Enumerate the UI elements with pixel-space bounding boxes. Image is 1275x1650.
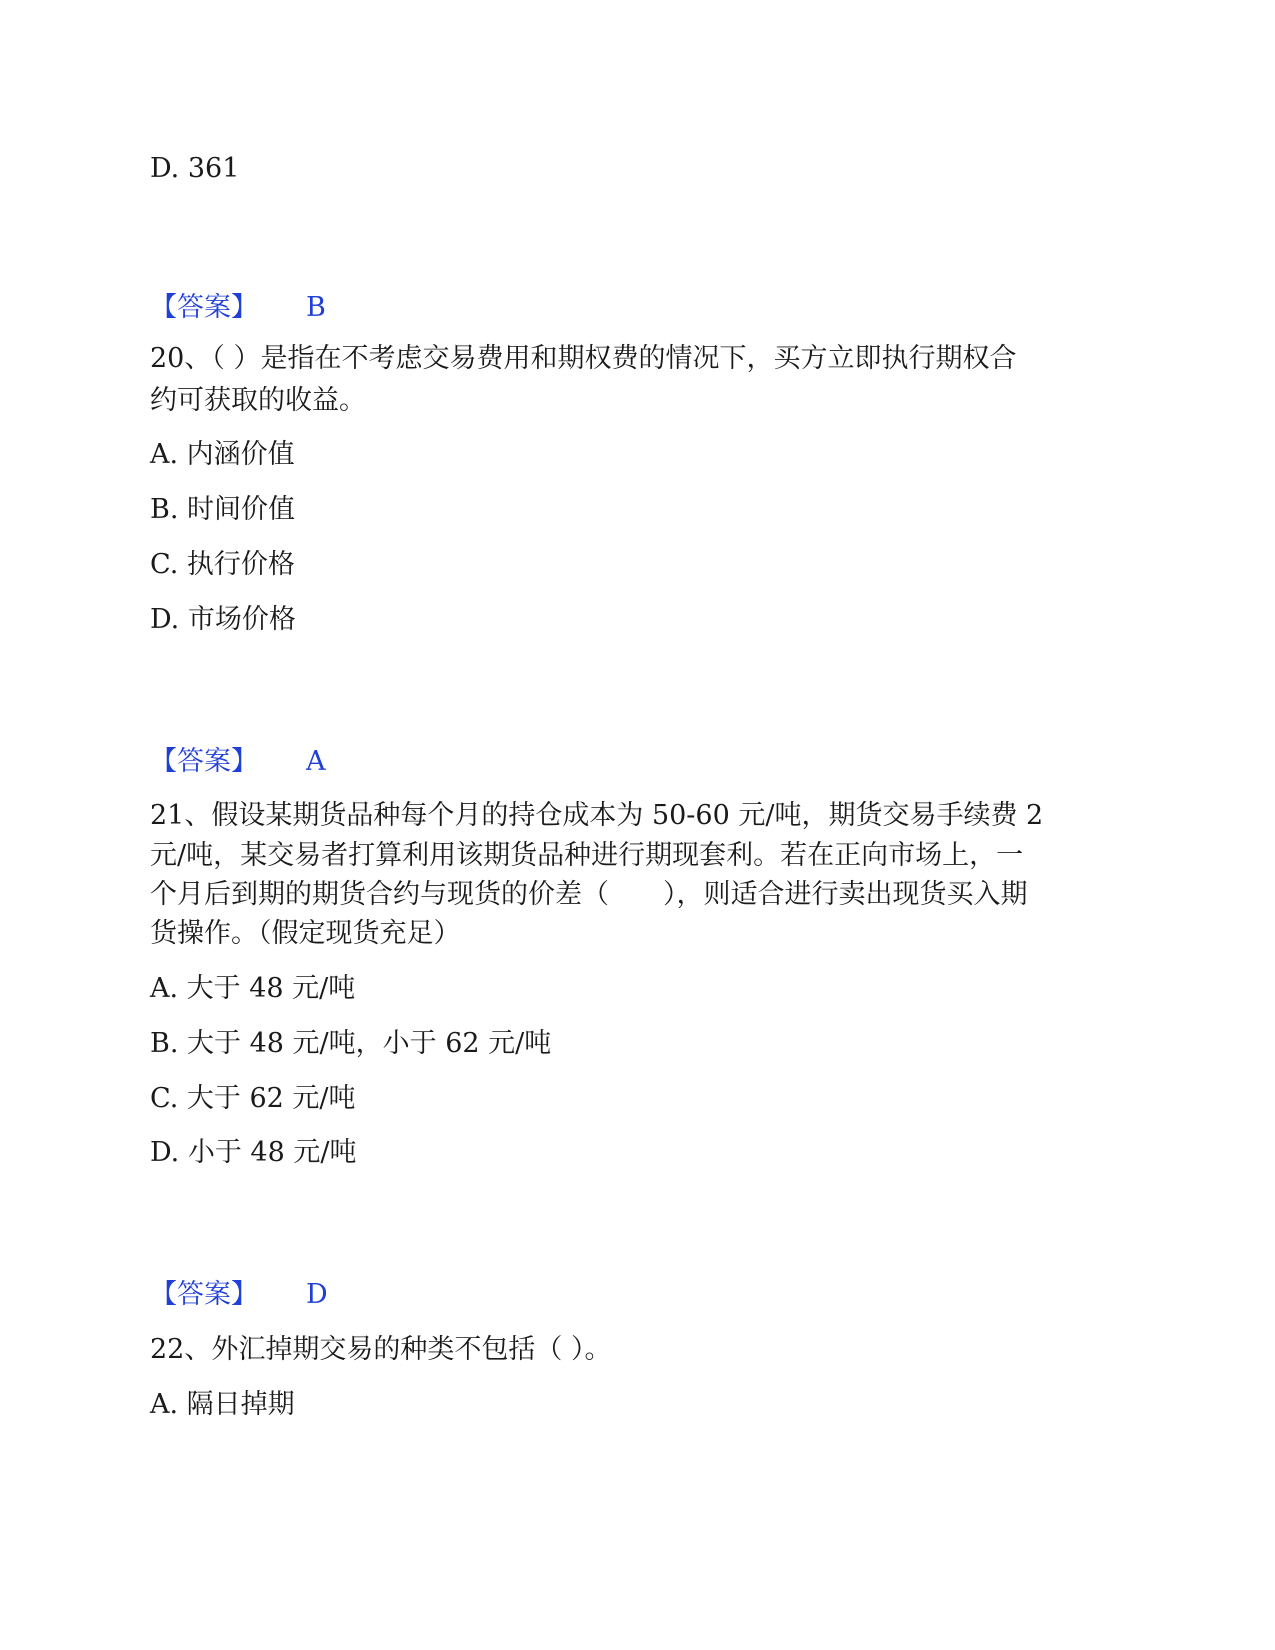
- answer-label: 【答案】: [150, 292, 258, 323]
- option-b: B. 时间价值: [150, 494, 296, 525]
- option-c: C. 执行价格: [150, 549, 295, 580]
- answer-q20: [150, 743, 326, 781]
- question-stem-line: 货操作。（假定现货充足）: [150, 918, 461, 949]
- question-stem-line: 20、（ ）是指在不考虑交易费用和期权费的情况下，买方立即执行期权合: [150, 343, 1017, 374]
- answer-value: D: [306, 1279, 328, 1310]
- answer-q21: [150, 1276, 328, 1314]
- question-stem-line: 元/吨，某交易者打算利用该期货品种进行期现套利。若在正向市场上，一: [150, 840, 1024, 871]
- question-stem-line: 个月后到期的期货合约与现货的价差（ ），则适合进行卖出现货买入期: [150, 879, 1028, 910]
- answer-label: 【答案】: [150, 1279, 258, 1310]
- option-a: A. 大于 48 元/吨: [150, 973, 356, 1004]
- option-c: C. 大于 62 元/吨: [150, 1083, 356, 1114]
- option-a: A. 内涵价值: [150, 439, 295, 470]
- option-b: B. 大于 48 元/吨，小于 62 元/吨: [150, 1028, 552, 1059]
- answer-value: B: [306, 292, 326, 323]
- answer-label: 【答案】: [150, 746, 258, 777]
- previous-question-option-d: D. 361: [150, 153, 240, 184]
- question-stem-line: 22、外汇掉期交易的种类不包括（ ）。: [150, 1334, 612, 1365]
- answer-value: A: [306, 746, 326, 777]
- answer-q19: [150, 289, 326, 327]
- question-stem-line: 约可获取的收益。: [150, 385, 366, 416]
- question-stem-line: 21、假设某期货品种每个月的持仓成本为 50-60 元/吨，期货交易手续费 2: [150, 800, 1044, 831]
- option-d: D. 小于 48 元/吨: [150, 1137, 357, 1168]
- option-a: A. 隔日掉期: [150, 1389, 295, 1420]
- option-d: D. 市场价格: [150, 604, 296, 635]
